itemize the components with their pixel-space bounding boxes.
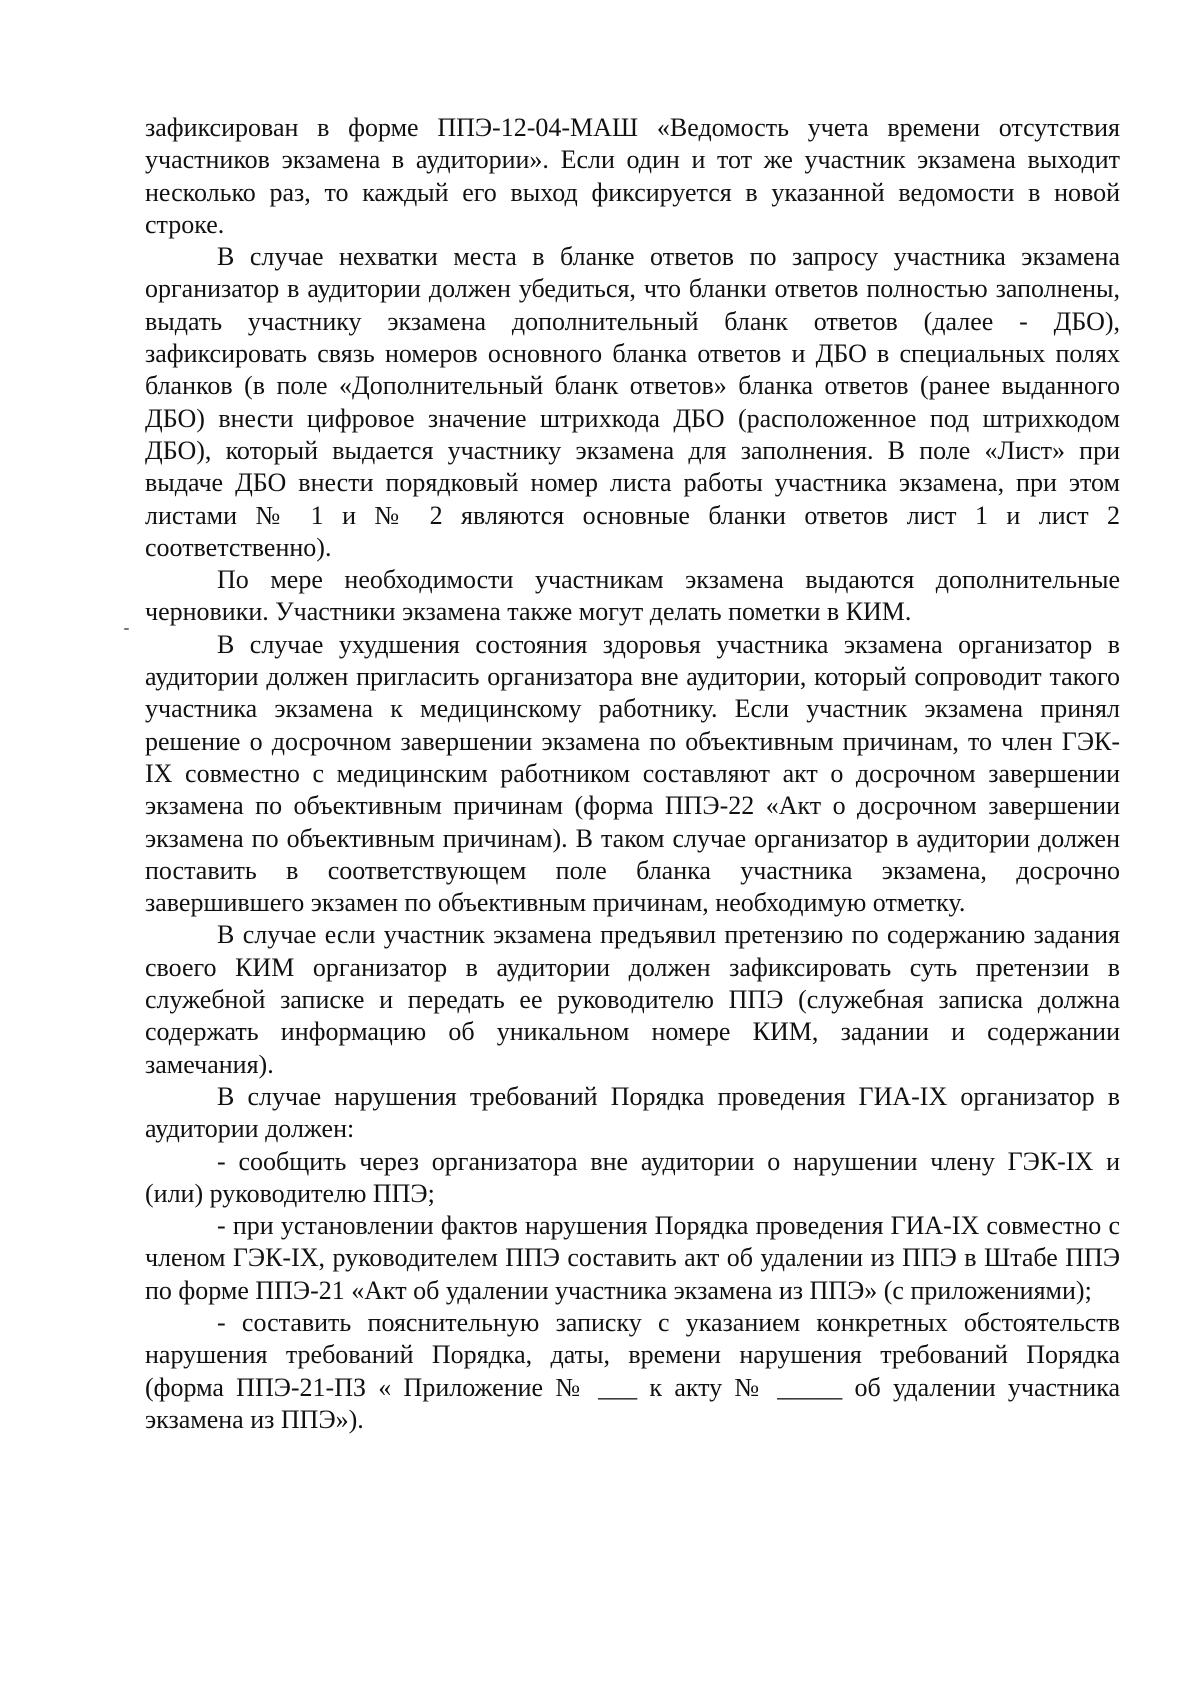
paragraph-drafts: По мере необходимости участникам экзамена выдаются дополнительные черновики. Участники экзамена также могут делать пометки в КИМ. <box>145 565 1120 627</box>
list-item-report: - сообщить через организатора вне аудитории о нарушении члену ГЭК-IX и (или) руководителю ППЭ; <box>145 1146 1120 1208</box>
scan-speck <box>124 628 129 630</box>
list-item-explanatory-note: - составить пояснительную записку с указанием конкретных обстоятельств нарушения требований Порядка, даты, времени нарушения требований Порядка (форма ППЭ-21-ПЗ « Приложение № ___ к акту № _____ об удалении участника экзамена из ППЭ»). <box>145 1307 1120 1434</box>
paragraph-claim: В случае если участник экзамена предъявил претензию по содержанию задания своего КИМ организатор в аудитории должен зафиксировать суть претензии в служебной записке и передать ее руководителю ППЭ (служебная записка должна содержать информацию об уникальном номере КИМ, задании и содержании замечания). <box>145 920 1120 1079</box>
paragraph-health: В случае ухудшения состояния здоровья участника экзамена организатор в аудитории должен пригласить организатора вне аудитории, который сопроводит такого участника экзамена к медицинскому работнику. Если участник экзамена принял решение о досрочном завершении экзамена по объективным причинам, то член ГЭК-IX совместно с медицинским работником составляют акт о досрочном завершении экзамена по объективным причинам (форма ППЭ-22 «Акт о досрочном завершении экзамена по объективным причинам). В таком случае организатор в аудитории должен поставить в соответствующем поле бланка участника экзамена, досрочно завершившего экзамен по объективным причинам, необходимую отметку. <box>145 629 1120 918</box>
list-item-removal-act: - при установлении фактов нарушения Порядка проведения ГИА-IX совместно с членом ГЭК-IX, руководителем ППЭ составить акт об удалении из ППЭ в Штабе ППЭ по форме ППЭ-21 «Акт об удалении участника экзамена из ППЭ» (с приложениями); <box>145 1211 1120 1305</box>
paragraph-absence-record: зафиксирован в форме ППЭ-12-04-МАШ «Ведомость учета времени отсутствия участников экзамена в аудитории». Если один и тот же участник экзамена выходит несколько раз, то каждый его выход фиксируется в указанной ведомости в новой строке. <box>145 113 1120 239</box>
paragraph-violation-intro: В случае нарушения требований Порядка проведения ГИА-IX организатор в аудитории должен: <box>145 1081 1120 1144</box>
paragraph-additional-answer-sheet: В случае нехватки места в бланке ответов по запросу участника экзамена организатор в аудитории должен убедиться, что бланки ответов полностью заполнены, выдать участнику экзамена дополнительный бланк ответов (далее - ДБО), зафиксировать связь номеров основного бланка ответов и ДБО в специальных полях бланков (в поле «Дополнительный бланк ответов» бланка ответов (ранее выданного ДБО) внести цифровое значение штрихкода ДБО (расположенное под штрихкодом ДБО), который выдается участнику экзамена для заполнения. В поле «Лист» при выдаче ДБО внести порядковый номер листа работы участника экзамена, при этом листами № 1 и № 2 являются основные бланки ответов лист 1 и лист 2 соответственно). <box>145 242 1120 562</box>
document-body <box>145 112 1120 1436</box>
